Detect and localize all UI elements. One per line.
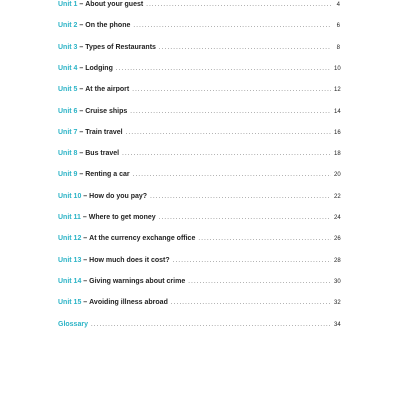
toc-unit-label: Unit 8 [58,150,78,158]
toc-separator: – [81,192,90,200]
toc-dot-leader [116,63,331,75]
toc-page-number: 24 [334,215,341,221]
toc-separator: – [77,1,86,8]
toc-dot-leader [132,84,331,96]
toc-title: Avoiding illness abroad [89,299,168,307]
toc-page-number: 12 [334,87,341,94]
toc-entry[interactable] [58,212,340,224]
toc-dot-leader [150,191,331,203]
toc-separator: – [77,64,86,72]
toc-separator: – [77,150,86,158]
toc-title: How much does it cost? [89,256,170,264]
toc-dot-leader [171,297,331,309]
toc-unit-label: Unit 5 [58,86,78,94]
toc-entry[interactable] [58,0,340,11]
toc-unit-label: Unit 9 [58,171,78,179]
toc-separator: – [81,256,90,264]
toc-separator: – [80,214,89,221]
toc-unit-label: Unit 10 [58,192,82,200]
toc-title: Train travel [85,128,123,136]
toc-unit-label: Unit 4 [58,64,78,72]
toc-unit-label: Unit 6 [58,107,78,115]
toc-page-number: 16 [334,129,341,136]
toc-page-number: 32 [334,300,341,307]
toc-dot-leader [146,0,331,11]
toc-title: Giving warnings about crime [89,277,186,285]
toc-unit-label: Unit 14 [58,277,82,285]
toc-separator: – [77,22,86,30]
toc-entry[interactable] [58,63,340,75]
toc-dot-leader [159,42,331,54]
toc-dot-leader [173,255,331,267]
toc-entry[interactable] [58,42,340,54]
toc-dot-leader [126,127,331,139]
toc-dot-leader [122,148,331,160]
toc-page-number: 14 [334,108,341,115]
toc-dot-leader [188,276,331,288]
toc-title: Bus travel [85,150,120,158]
toc-entry[interactable] [58,169,340,181]
toc-title: Cruise ships [85,107,128,115]
toc-page-number: 20 [334,172,341,179]
toc-separator: – [81,299,90,307]
toc-title: Lodging [85,64,113,72]
toc-entry[interactable] [58,191,340,203]
toc-page-number: 4 [336,2,340,8]
toc-dot-leader [91,319,331,331]
toc-entry[interactable] [58,319,340,331]
toc-entry[interactable] [58,20,340,32]
toc-entry[interactable] [58,276,340,288]
toc-unit-label: Unit 13 [58,256,82,264]
toc-separator: – [77,86,86,94]
toc-title: How do you pay? [89,192,148,200]
toc-entry[interactable] [58,84,340,96]
toc-dot-leader [198,233,331,245]
toc-title: About your guest [85,1,144,8]
toc-unit-label: Unit 2 [58,22,78,30]
toc-entry[interactable] [58,127,340,139]
toc-unit-label: Unit 3 [58,43,78,51]
toc-unit-label: Unit 15 [58,299,82,307]
toc-page-number: 26 [334,236,341,243]
toc-title: Renting a car [85,171,130,179]
toc-title: At the airport [85,86,130,94]
toc-entry[interactable] [58,297,340,309]
toc-page-number: 30 [334,278,341,285]
toc-page-number: 28 [334,257,341,264]
toc-page-number: 18 [334,151,341,158]
toc-dot-leader [130,106,331,118]
toc-separator: – [77,171,86,179]
toc-separator: – [77,107,86,115]
toc-dot-leader [133,20,331,32]
toc-unit-label: Unit 12 [58,235,82,243]
toc-title: Where to get money [88,214,156,221]
toc-separator: – [77,43,86,51]
toc-title: On the phone [85,22,131,30]
toc-separator: – [77,128,86,136]
toc-entry[interactable] [58,148,340,160]
toc-separator: – [81,235,90,243]
toc-dot-leader [133,169,331,181]
toc-page-number: 22 [334,193,341,200]
toc-title: At the currency exchange office [89,235,196,243]
toc-title: Types of Restaurants [85,43,156,51]
toc-page-number: 34 [334,321,341,328]
toc-entry[interactable] [58,233,340,245]
toc-page-number: 10 [334,65,341,72]
toc-unit-label: Unit 7 [58,128,78,136]
toc-entry[interactable] [58,255,340,267]
toc-entry[interactable] [58,106,340,118]
toc-separator: – [81,277,90,285]
toc-page-number: 8 [336,44,340,51]
toc-unit-label: Glossary [58,320,88,328]
toc-page-number: 6 [336,23,340,30]
toc-unit-label: Unit 1 [58,1,78,8]
toc-unit-label: Unit 11 [58,214,81,221]
toc-dot-leader [159,212,331,224]
